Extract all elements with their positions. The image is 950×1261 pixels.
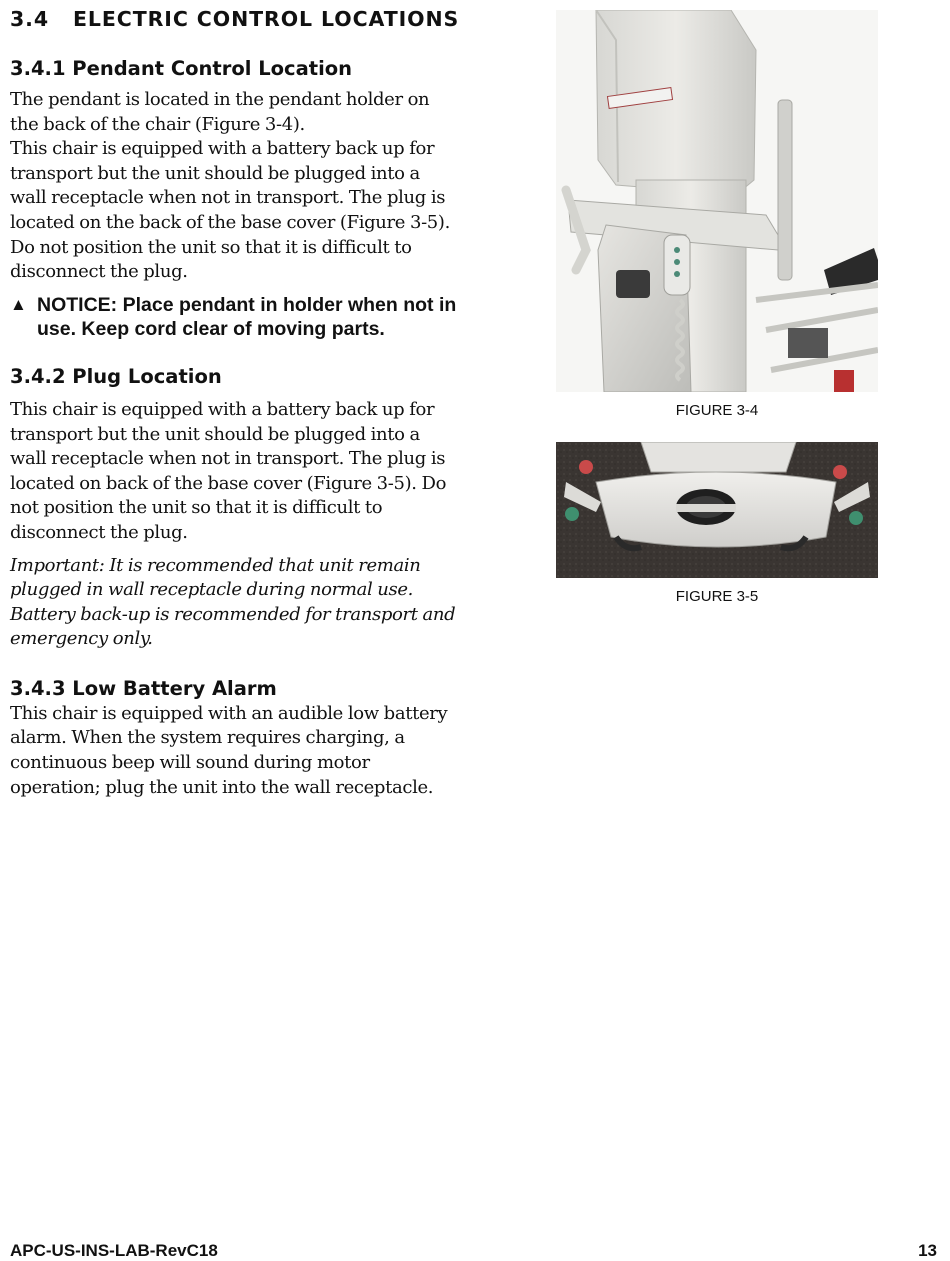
figure-3-4-image	[556, 10, 878, 392]
figure-3-5-image	[556, 442, 878, 578]
section-number: 3.4	[10, 7, 50, 31]
plug-paragraph: This chair is equipped with a battery back up for transport but the unit should be plugged into a wall receptacle when not in transport. The plug is located on back of the base cover (Figure 3-5). Do not position the unit so that it is difficult to disconnect the plug.	[10, 398, 447, 543]
notice-block	[10, 293, 460, 342]
subsection-heading-alarm: 3.4.3 Low Battery Alarm	[10, 676, 277, 700]
pendant-paragraph-2: This chair is equipped with a battery back up for transport but the unit should be plugged into a wall receptacle when not in transport. The plug is located on the back of the base cover (Figure 3-5). Do not position the unit so that it is difficult to disconnect the plug.	[10, 138, 450, 283]
subsection-heading-plug: 3.4.2 Plug Location	[10, 364, 222, 388]
text-column	[10, 6, 460, 800]
figure-3-5-caption: FIGURE 3-5	[675, 588, 759, 605]
chair-back-photo	[556, 10, 878, 392]
footer-document-id: APC-US-INS-LAB-RevC18	[10, 1241, 218, 1260]
subsection-heading-pendant: 3.4.1 Pendant Control Location	[10, 57, 353, 80]
warning-triangle-icon: ▲	[10, 294, 27, 314]
section-heading	[10, 6, 460, 33]
pendant-paragraph-1: The pendant is located in the pendant holder on the back of the chair (Figure 3-4).	[10, 89, 430, 135]
section-title: ELECTRIC CONTROL LOCATIONS	[73, 7, 460, 31]
footer-page-number: 13	[918, 1241, 937, 1260]
important-note: Important: It is recommended that unit remain plugged in wall receptacle during normal use. Battery back-up is recommended for transport and emergency only.	[10, 554, 456, 650]
figure-3-4-caption: FIGURE 3-4	[675, 402, 759, 419]
notice-text: NOTICE: Place pendant in holder when not in use. Keep cord clear of moving parts.	[37, 293, 457, 341]
alarm-paragraph: This chair is equipped with an audible low battery alarm. When the system requires charging, a continuous beep will sound during motor operation; plug the unit into the wall receptacle.	[10, 702, 448, 798]
base-cover-photo	[556, 442, 878, 578]
